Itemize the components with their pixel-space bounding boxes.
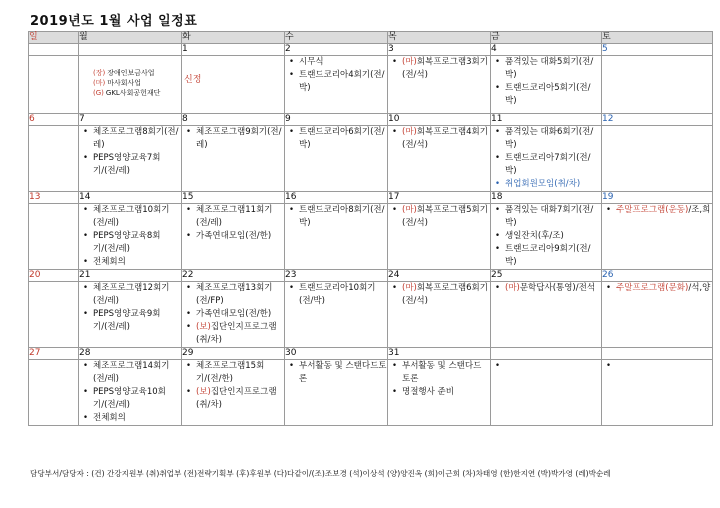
event-item bbox=[93, 204, 181, 230]
event-row bbox=[29, 204, 713, 270]
event-list bbox=[491, 126, 601, 191]
event-item bbox=[196, 126, 284, 152]
calendar-table bbox=[28, 31, 713, 426]
event-list bbox=[79, 126, 181, 178]
weekday-header-row bbox=[29, 32, 713, 44]
day-cell bbox=[182, 282, 285, 348]
date-number: 3 bbox=[388, 44, 491, 56]
event-item bbox=[505, 178, 601, 191]
date-number: 5 bbox=[602, 44, 713, 56]
event-list bbox=[182, 282, 284, 347]
legend-text: 마사회사업 bbox=[107, 79, 142, 87]
date-number bbox=[602, 348, 713, 360]
event-list bbox=[79, 360, 181, 425]
event-text: /석,양 bbox=[688, 283, 711, 293]
event-list bbox=[182, 360, 284, 412]
legend-item bbox=[93, 88, 181, 98]
day-cell bbox=[285, 126, 388, 192]
event-list bbox=[285, 360, 387, 386]
day-cell bbox=[182, 56, 285, 114]
event-item bbox=[505, 230, 601, 243]
legend-tag: (마) bbox=[93, 79, 106, 87]
event-item bbox=[93, 360, 181, 386]
event-text: 집단인지프로그램(취/차) bbox=[196, 322, 277, 345]
event-text: 품격있는 대화5회기(전/박) bbox=[505, 57, 594, 80]
event-list bbox=[79, 282, 181, 334]
event-text: 트랜드코리아9회기(전/박) bbox=[505, 244, 591, 267]
date-number: 9 bbox=[285, 114, 388, 126]
day-cell bbox=[79, 126, 182, 192]
day-cell bbox=[29, 282, 79, 348]
day-cell bbox=[388, 282, 491, 348]
day-cell bbox=[79, 360, 182, 426]
date-number: 14 bbox=[79, 192, 182, 204]
event-text: 부서활동 및 스탠다드 토론 bbox=[402, 361, 482, 384]
event-item bbox=[505, 204, 601, 230]
event-text: 가족연대모임(전/한) bbox=[196, 309, 272, 319]
event-text: 품격있는 대화7회기(전/박) bbox=[505, 205, 594, 228]
day-cell bbox=[491, 204, 602, 270]
event-item bbox=[402, 360, 490, 386]
day-cell bbox=[388, 360, 491, 426]
date-number: 6 bbox=[29, 114, 79, 126]
event-list bbox=[388, 56, 490, 82]
day-cell bbox=[602, 360, 713, 426]
program-tag: (마) bbox=[402, 283, 417, 293]
event-text: PEPS영양교육8회기/(전/레) bbox=[93, 231, 161, 254]
event-item bbox=[93, 256, 181, 269]
date-number: 26 bbox=[602, 270, 713, 282]
legend-item bbox=[93, 68, 181, 78]
date-number: 17 bbox=[388, 192, 491, 204]
day-cell bbox=[388, 56, 491, 114]
event-text: 체조프로그램11회기(전/레) bbox=[196, 205, 273, 228]
day-cell bbox=[602, 204, 713, 270]
program-tag: (마) bbox=[402, 127, 417, 137]
day-cell bbox=[182, 126, 285, 192]
date-number: 21 bbox=[79, 270, 182, 282]
event-text: 부서활동 및 스탠다드토론 bbox=[299, 361, 387, 384]
day-cell bbox=[285, 204, 388, 270]
date-number: 25 bbox=[491, 270, 602, 282]
event-row bbox=[29, 360, 713, 426]
event-item bbox=[196, 308, 284, 321]
event-item bbox=[299, 56, 387, 69]
date-number: 8 bbox=[182, 114, 285, 126]
event-list bbox=[388, 360, 490, 399]
event-item bbox=[299, 360, 387, 386]
event-item bbox=[505, 282, 601, 295]
weekend-program: 주말프로그램(문화) bbox=[616, 283, 689, 293]
event-item bbox=[616, 282, 712, 295]
date-number: 30 bbox=[285, 348, 388, 360]
event-text: 체조프로그램15회기/(전/한) bbox=[196, 361, 265, 384]
event-text: 문학답사(통영)/전석 bbox=[519, 283, 596, 293]
legend-text: GKL사회공헌재단 bbox=[105, 89, 161, 97]
weekend-program: 주말프로그램(운동) bbox=[616, 205, 689, 215]
event-item bbox=[402, 126, 490, 152]
date-number: 16 bbox=[285, 192, 388, 204]
event-text: 회복프로그램4회기(전/석) bbox=[402, 127, 488, 150]
event-text: 집단인지프로그램(취/차) bbox=[196, 387, 277, 410]
day-cell bbox=[29, 126, 79, 192]
event-text: 트랜드코리아7회기(전/박) bbox=[505, 153, 591, 176]
event-item bbox=[402, 56, 490, 82]
date-number: 20 bbox=[29, 270, 79, 282]
event-text: PEPS영양교육7회기/(전/레) bbox=[93, 153, 161, 176]
event-item bbox=[505, 126, 601, 152]
date-number: 15 bbox=[182, 192, 285, 204]
day-cell bbox=[602, 126, 713, 192]
event-text: 회복프로그램6회기(전/석) bbox=[402, 283, 488, 306]
event-item bbox=[93, 152, 181, 178]
date-number: 2 bbox=[285, 44, 388, 56]
event-text: 회복프로그램5회기(전/석) bbox=[402, 205, 488, 228]
event-text: 트랜드코리아10회기(전/박) bbox=[299, 283, 376, 306]
event-list bbox=[388, 126, 490, 152]
event-item bbox=[196, 230, 284, 243]
day-cell bbox=[491, 282, 602, 348]
day-cell bbox=[388, 126, 491, 192]
day-cell bbox=[602, 56, 713, 114]
event-list bbox=[182, 204, 284, 243]
day-cell bbox=[29, 56, 79, 114]
date-number: 7 bbox=[79, 114, 182, 126]
program-legend bbox=[93, 68, 181, 98]
event-text: 체조프로그램8회기(전/레) bbox=[93, 127, 179, 150]
day-cell bbox=[491, 126, 602, 192]
event-row bbox=[29, 56, 713, 114]
event-item bbox=[196, 360, 284, 386]
day-cell bbox=[79, 204, 182, 270]
event-row bbox=[29, 282, 713, 348]
day-cell bbox=[491, 56, 602, 114]
legend-tag: (G) bbox=[93, 89, 104, 97]
day-cell bbox=[491, 360, 602, 426]
weekday-fri: 금 bbox=[491, 32, 602, 44]
weekday-sat: 토 bbox=[602, 32, 713, 44]
day-cell bbox=[182, 204, 285, 270]
date-number: 4 bbox=[491, 44, 602, 56]
event-list bbox=[388, 282, 490, 308]
date-number: 1 bbox=[182, 44, 285, 56]
weekday-tue: 화 bbox=[182, 32, 285, 44]
day-cell bbox=[285, 56, 388, 114]
program-tag: (마) bbox=[505, 283, 520, 293]
event-item bbox=[196, 386, 284, 412]
event-text: 생일잔치(후/조) bbox=[505, 231, 564, 241]
event-item bbox=[616, 204, 712, 217]
legend-item bbox=[93, 78, 181, 88]
event-item bbox=[299, 204, 387, 230]
date-number: 10 bbox=[388, 114, 491, 126]
event-item bbox=[196, 321, 284, 347]
event-text: 가족연대모임(전/한) bbox=[196, 231, 272, 241]
event-list bbox=[602, 204, 712, 217]
day-cell bbox=[285, 282, 388, 348]
event-text: 트랜드코리아4회기(전/박) bbox=[299, 70, 385, 93]
date-number: 31 bbox=[388, 348, 491, 360]
event-list bbox=[491, 204, 601, 269]
event-item bbox=[93, 230, 181, 256]
event-text: 전체회의 bbox=[93, 413, 126, 423]
event-item bbox=[299, 126, 387, 152]
date-row bbox=[29, 348, 713, 360]
date-number bbox=[491, 348, 602, 360]
footer-legend: 담당부서/담당자 : (건) 간강지원부 (취)취업부 (전)전략기획부 (후)후원부 (다)다같이/(조)조보경 (석)이상석 (양)양진옥 (희)이근희 (차)차태영 (한)한지연 (박)박가영 (레)박순레 bbox=[30, 469, 611, 478]
event-text: 품격있는 대화6회기(전/박) bbox=[505, 127, 594, 150]
weekday-thu: 목 bbox=[388, 32, 491, 44]
day-cell bbox=[79, 282, 182, 348]
legend-tag: (장) bbox=[93, 69, 106, 77]
date-number: 18 bbox=[491, 192, 602, 204]
day-cell bbox=[602, 282, 713, 348]
event-item bbox=[402, 282, 490, 308]
day-cell bbox=[182, 360, 285, 426]
event-list bbox=[388, 204, 490, 230]
event-text: /조,희 bbox=[688, 205, 711, 215]
holiday-label: 신정 bbox=[184, 75, 202, 85]
date-number: 13 bbox=[29, 192, 79, 204]
event-row bbox=[29, 126, 713, 192]
event-text: 회복프로그램3회기(전/석) bbox=[402, 57, 488, 80]
event-item bbox=[402, 386, 490, 399]
date-number bbox=[29, 44, 79, 56]
event-text: 명절행사 준비 bbox=[402, 387, 454, 397]
event-item bbox=[505, 152, 601, 178]
event-list bbox=[491, 282, 601, 295]
date-number: 12 bbox=[602, 114, 713, 126]
day-cell bbox=[29, 360, 79, 426]
event-item bbox=[93, 282, 181, 308]
event-list bbox=[79, 204, 181, 269]
event-text: PEPS영양교육10회기/(전/레) bbox=[93, 387, 166, 410]
event-text: 트랜드코리아8회기(전/박) bbox=[299, 205, 385, 228]
event-item bbox=[196, 204, 284, 230]
page-title: 2019년도 1월 사업 일정표 bbox=[30, 14, 198, 29]
date-row bbox=[29, 44, 713, 56]
date-number: 27 bbox=[29, 348, 79, 360]
day-cell bbox=[388, 204, 491, 270]
event-list bbox=[285, 126, 387, 152]
event-item bbox=[402, 204, 490, 230]
event-text: 트랜드코리아6회기(전/박) bbox=[299, 127, 385, 150]
legend-text: 장애인보금사업 bbox=[107, 69, 155, 77]
event-text: 체조프로그램10회기(전/레) bbox=[93, 205, 170, 228]
event-item bbox=[93, 386, 181, 412]
event-item bbox=[93, 126, 181, 152]
event-list bbox=[285, 282, 387, 308]
event-text: 체조프로그램9회기(전/레) bbox=[196, 127, 282, 150]
event-list bbox=[285, 204, 387, 230]
date-number: 29 bbox=[182, 348, 285, 360]
event-text: 체조프로그램12회기(전/레) bbox=[93, 283, 170, 306]
date-row bbox=[29, 114, 713, 126]
date-number: 19 bbox=[602, 192, 713, 204]
date-row bbox=[29, 270, 713, 282]
event-item bbox=[93, 412, 181, 425]
event-item bbox=[299, 282, 387, 308]
weekday-wed: 수 bbox=[285, 32, 388, 44]
event-text: 전체회의 bbox=[93, 257, 126, 267]
program-tag: (마) bbox=[402, 57, 417, 67]
day-cell bbox=[29, 204, 79, 270]
event-item bbox=[93, 308, 181, 334]
event-item bbox=[505, 243, 601, 269]
event-text: 체조프로그램13회기(전/FP) bbox=[196, 283, 273, 306]
date-number: 24 bbox=[388, 270, 491, 282]
event-text: 시무식 bbox=[299, 57, 324, 67]
date-number: 11 bbox=[491, 114, 602, 126]
event-text: 트랜드코리아5회기(전/박) bbox=[505, 83, 591, 106]
weekday-mon: 월 bbox=[79, 32, 182, 44]
day-cell bbox=[79, 56, 182, 114]
date-number bbox=[79, 44, 182, 56]
event-item bbox=[505, 56, 601, 82]
weekday-sun: 일 bbox=[29, 32, 79, 44]
date-row bbox=[29, 192, 713, 204]
program-tag: (보) bbox=[196, 387, 211, 397]
event-list bbox=[182, 126, 284, 152]
event-list bbox=[602, 282, 712, 295]
event-item bbox=[196, 282, 284, 308]
event-list bbox=[491, 56, 601, 108]
day-cell bbox=[285, 360, 388, 426]
event-text: PEPS영양교육9회기/(전/레) bbox=[93, 309, 161, 332]
date-number: 28 bbox=[79, 348, 182, 360]
event-text: 체조프로그램14회기(전/레) bbox=[93, 361, 170, 384]
date-number: 23 bbox=[285, 270, 388, 282]
event-list bbox=[285, 56, 387, 95]
event-item bbox=[505, 82, 601, 108]
date-number: 22 bbox=[182, 270, 285, 282]
event-item bbox=[299, 69, 387, 95]
program-tag: (마) bbox=[402, 205, 417, 215]
event-text: 취업회원모임(취/차) bbox=[505, 179, 581, 189]
program-tag: (보) bbox=[196, 322, 211, 332]
